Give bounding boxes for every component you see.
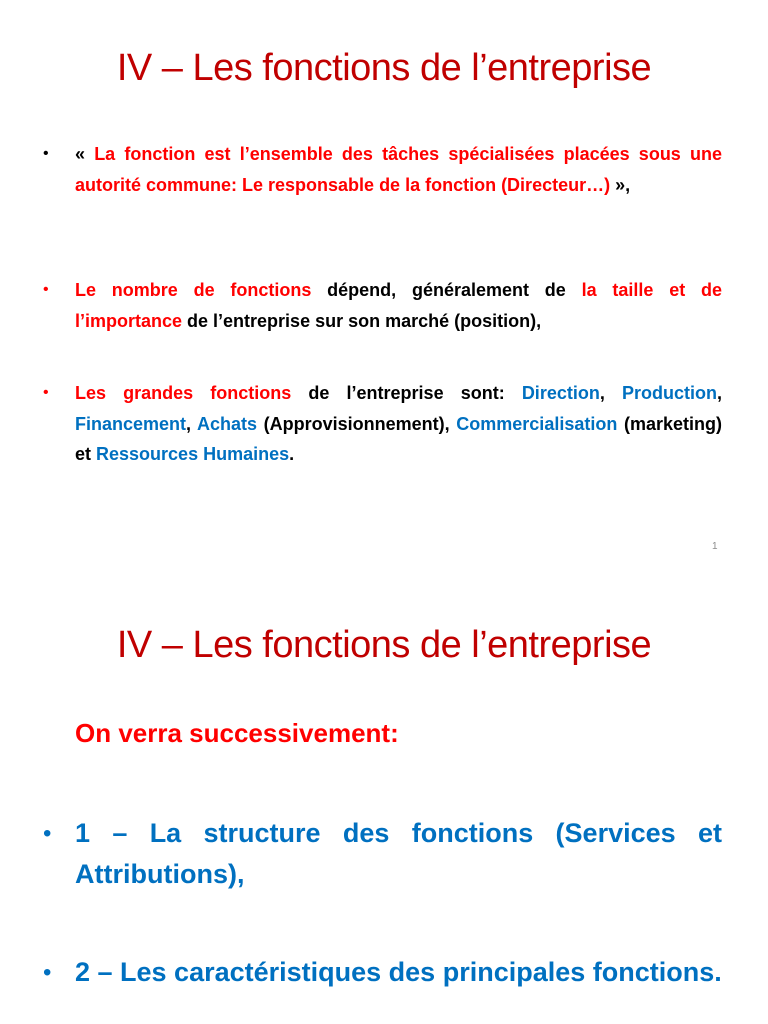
slide-2 xyxy=(0,576,768,1024)
bullet-marker: • xyxy=(43,959,52,986)
slide-title: IV – Les fonctions de l’entreprise xyxy=(116,624,652,666)
function-name: Production xyxy=(621,383,717,403)
body-text: . xyxy=(289,444,295,464)
bullet-text xyxy=(75,378,722,470)
highlight-text: Les grandes fonctions xyxy=(75,383,292,403)
bullet-marker: • xyxy=(43,281,49,298)
function-name: Commercialisation xyxy=(456,413,618,434)
body-text: dépend, généralement de xyxy=(311,280,582,300)
highlight-text: la taille et de l’importance xyxy=(75,280,723,331)
function-name: Ressources Humaines xyxy=(96,444,290,464)
open-quote: « xyxy=(75,144,95,164)
function-name: Direction xyxy=(521,383,600,403)
body-text: , xyxy=(599,383,622,403)
bullet-text xyxy=(75,139,722,200)
body-text: (marketing) et xyxy=(75,413,722,464)
bullet-marker: • xyxy=(43,384,49,401)
body-text: de l’entreprise sur son marché (position), xyxy=(182,310,542,331)
bullet-marker: • xyxy=(43,820,52,847)
bullet-marker: • xyxy=(43,145,49,162)
function-name: Financement xyxy=(75,413,187,434)
bullet-text: 2 – Les caractéristiques des principales fonctions. xyxy=(75,957,722,987)
body-text: (Approvisionnement), xyxy=(257,413,457,434)
definition-text: La fonction est l’ensemble des tâches spécialisées placées sous une autorité commune: Le responsable de la fonction (Directeur…) xyxy=(75,144,722,195)
body-text: de l’entreprise sont: xyxy=(291,383,522,403)
body-text: , xyxy=(716,383,722,403)
slide-subtitle: On verra successivement: xyxy=(75,718,399,748)
slide-number: 1 xyxy=(712,541,718,552)
slide-title: IV – Les fonctions de l’entreprise xyxy=(116,47,652,89)
bullet-text xyxy=(75,275,722,336)
bullet-text: 1 – La structure des fonctions (Services et Attributions), xyxy=(75,818,722,889)
body-text: , xyxy=(186,413,197,434)
close-quote: », xyxy=(610,174,631,195)
highlight-text: Le nombre de fonctions xyxy=(75,280,312,300)
function-name: Achats xyxy=(197,413,258,434)
